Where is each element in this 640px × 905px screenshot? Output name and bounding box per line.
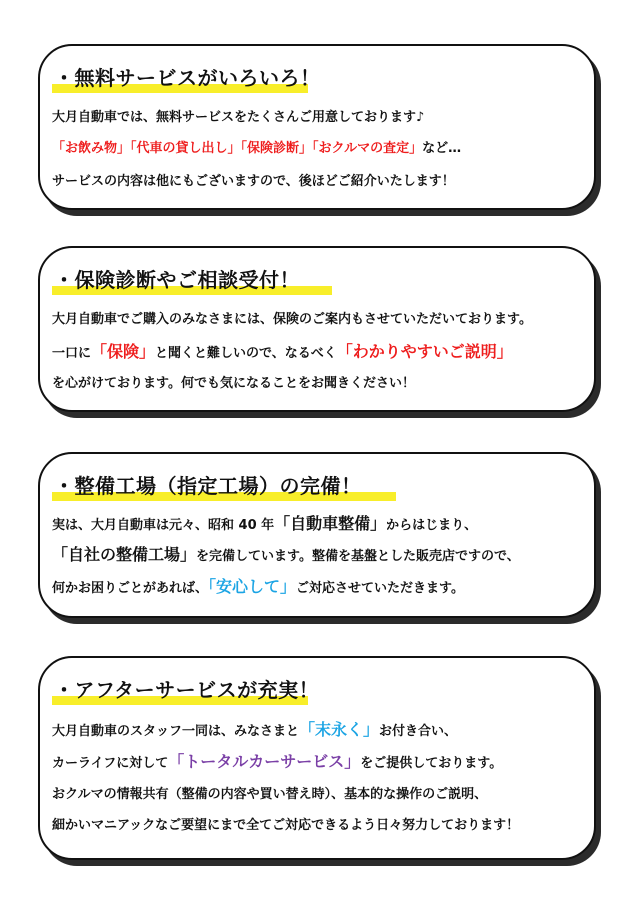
section-heading: ・整備工場（指定工場）の完備！ [54,474,362,498]
text-span: をご提供しております。 [360,756,503,771]
section-heading: ・アフターサービスが充実！ [54,678,320,702]
section-insurance [38,246,596,412]
text-span: 大月自動車のスタッフ一同は、みなさまと [52,724,300,739]
section-after-service [38,656,596,860]
section-heading: ・無料サービスがいろいろ！ [54,66,321,90]
text-span: ご対応させていただきます。 [296,581,464,596]
emphasis-text: 「自社の整備工場」 [52,545,197,564]
body-line [52,720,457,742]
section-maintenance-factory [38,452,596,618]
text-span: など… [422,141,462,156]
text-span: からはじまり、 [386,518,478,533]
body-line [52,545,520,567]
emphasis-text: 「末永く」 [299,720,380,739]
body-line [52,514,477,536]
text-span: 何かお困りごとがあれば、 [52,581,209,596]
section-heading: ・保険診断やご相談受付！ [54,268,300,292]
emphasis-text: 「お飲み物」「代車の貸し出し」「保険診断」「おクルマの査定」 [52,141,423,156]
body-line [52,139,461,159]
body-line: おクルマの情報共有（整備の内容や買い替え時）、基本的な操作のご説明、 [52,787,488,802]
body-line: 大月自動車でご購入のみなさまには、保険のご案内もさせていただいております。 [52,312,532,327]
text-span: お付き合い、 [379,724,458,739]
emphasis-text: 「トータルカーサービス」 [168,752,361,771]
body-line [52,577,464,599]
emphasis-text: 「保険」 [91,342,156,361]
emphasis-text: 「わかりやすいご説明」 [336,342,513,361]
body-line: 大月自動車では、無料サービスをたくさんご用意しております♪ [52,110,425,125]
text-span: 実は、大月自動車は元々、昭和 40 年 [52,518,275,533]
text-span: を完備しています。整備を基盤とした販売店ですので、 [196,549,520,564]
text-span: カーライフに対して [52,756,169,771]
text-span: 一口に [52,346,92,361]
body-line: を心がけております。何でも気になることをお聞きください！ [52,376,415,391]
body-line [52,342,513,364]
body-line: 細かいマニアックなご要望にまで全てご対応できるよう日々努力しております！ [52,818,520,833]
body-line: サービスの内容は他にもございますので、後ほどご紹介いたします！ [52,174,455,189]
text-span: と聞くと難しいので、なるべく [155,346,337,361]
body-line [52,752,502,774]
emphasis-text: 「自動車整備」 [274,514,387,533]
emphasis-text: 「安心して」 [208,577,297,596]
section-free-services [38,44,596,210]
